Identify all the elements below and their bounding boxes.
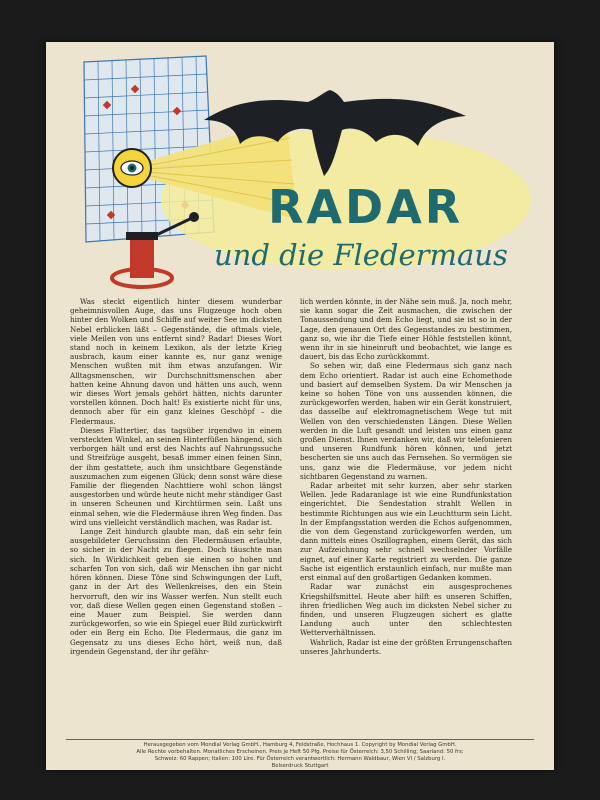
imprint-line: Alle Rechte vorbehalten. Monatliches Erscheinen. Preis je Heft 50 Pfg. Preise für Österreich: 3,50 Schilling; Saarland: 50 frs;	[136, 749, 464, 755]
paragraph: So sehen wir, daß eine Fledermaus sich ganz nach dem Echo orientiert. Radar ist auch eine Echomethode und basiert auf demselben System. Da wir Menschen ja keine so hohen Töne von uns aussenden können, die zurückgeworfen werden, haben wir ein Gerät konstruiert, das dasselbe auf elektromagnetischem Wege tut mit Wellen von den verschiedensten Längen. Diese Wellen werden in die Luft gesandt und leisten uns einen ganz großen Dienst. Ihnen verdanken wir, daß wir telefonieren und unseren Rundfunk hören können, und jetzt bescherten sie uns auch das Fernsehen. So vermögen sie uns, ganz wie die Fledermäuse, vor jedem nicht sichtbaren Gegenstand zu warnen.	[300, 361, 512, 481]
paragraph: Lange Zeit hindurch glaubte man, daß ein sehr fein ausgebildeter Geruchssinn den Fledermäusen erlaubte, so sicher in der Nacht zu fliegen. Doch täuschte man sich. In Wirklichkeit geben sie einen so hohen und scharfen Ton von sich, daß wir Menschen ihn gar nicht hören können. Diese Töne sind Schwingungen der Luft, ganz in der Art des Wellenkreises, den ein Stein hervorruft, den wir ins Wasser werfen. Nun stellt euch vor, daß diese Wellen gegen einen Gegenstand stoßen – eine Mauer zum Beispiel. Sie werden dann zurückgeworfen, so wie ein Spiegel euer Bild zurückwirft oder ein Berg ein Echo. Die Fledermaus, die ganz im Gegensatz zu uns dieses Echo hört, weiß nun, daß irgendein Gegenstand, der ihr gefähr-	[70, 527, 282, 656]
imprint-line: Schweiz: 60 Rappen; Italien: 100 Lire. Für Österreich verantwortlich: Hermann Waldbaur, Wien VI / Salzburg I.	[154, 756, 446, 762]
imprint-footer	[66, 739, 534, 770]
subtitle: und die Fledermaus	[214, 238, 508, 272]
paragraph: Was steckt eigentlich hinter diesem wunderbar geheimnisvollen Auge, das uns Flugzeuge hoch oben hinter den Wolken und Schiffe auf weiter See im dicksten Nebel erblicken läßt – Gegenstände, die oftmals viele, viele Meilen von uns entfernt sind? Radar! Dieses Wort stand noch in keinem Lexikon, als der letzte Krieg ausbrach, kaum einer kannte es, nur ganz wenige Menschen wußten mit ihm etwas anzufangen. Wir Alltagsmenschen, wir Durchschnittsmenschen aber hatten keine Ahnung davon und hätten uns auch, wenn wir dieses Wort jemals gehört hätten, nichts darunter vorstellen können. Doch halt! Es existierte nicht für uns, dennoch aber für ein ganz kleines Geschöpf – die Fledermaus.	[70, 297, 282, 426]
eye-icon	[113, 149, 151, 187]
article-column-left	[70, 297, 282, 656]
imprint-line: Belserdruck Stuttgart	[271, 763, 329, 769]
paragraph: Radar arbeitet mit sehr kurzen, aber sehr starken Wellen. Jede Radaranlage ist wie eine Rundfunkstation eingerichtet. Die Sendestation strahlt Wellen in bestimmte Richtungen aus wie ein Leuchtturm sein Licht. In der Empfangsstation werden die Echos aufgenommen, die von dem Gegenstand zurückgeworfen werden, um dann mittels eines Oszillographen, einem Gerät, das sich zur Aufzeichnung sehr schnell wechselnder Vorfälle eignet, auf einer Karte registriert zu werden. Die ganze Sache ist eigentlich erstaunlich einfach, nur mußte man erst einmal auf den großartigen Gedanken kommen.	[300, 481, 512, 583]
article-column-right	[300, 297, 512, 656]
imprint-line: Herausgegeben vom Mondial Verlag GmbH., Hamburg 4, Feldstraße, Hochhaus 1. Copyright by Mondial Verlag GmbH.	[143, 742, 457, 748]
title-radar: RADAR	[268, 180, 464, 234]
magazine-page	[46, 42, 554, 770]
paragraph: Radar war zunächst ein ausgesprochenes Kriegshilfsmittel. Heute aber hilft es unseren Schiffen, ihren friedlichen Weg auch im dicksten Nebel sicher zu finden, und unseren Flugzeugen sichert es glatte Landung auch unter den schlechtesten Wetterverhältnissen.	[300, 582, 512, 638]
paragraph: lich werden könnte, in der Nähe sein muß. Ja, noch mehr, sie kann sogar die Zeit ausmachen, die zwischen der Tonaussendung und dem Echo liegt, und sie ist so in der Lage, den genauen Ort des Gegenstandes zu bestimmen, ganz so, wie ihr die Tiefe einer Höhle feststellen könnt, wenn ihr in sie hineinruft und beobachtet, wie lange es dauert, bis das Echo zurückkommt.	[300, 297, 512, 362]
paragraph: Dieses Flattertier, das tagsüber irgendwo in einem versteckten Winkel, an seinen Hinterfüßen hängend, sich verborgen hält und erst des Nachts auf Nahrungssuche und Streifzüge ausgeht, besaß immer einen feinen Sinn, der ihm gestattete, auch ihm unsichtbare Gegenstände auszumachen zum eigenen Glück; denn sonst wäre diese Familie der fliegenden Nachttiere wohl schon längst ausgestorben und würde heute nicht mehr ständiger Gast in unseren Scheunen und Kirchtürmen sein. Laßt uns einmal sehen, wie die Fledermäuse ihren Weg finden. Das wird uns vielleicht verständlich machen, was Radar ist.	[70, 425, 282, 527]
paragraph: Wahrlich, Radar ist eine der größten Errungenschaften unseres Jahrhunderts.	[300, 637, 512, 656]
